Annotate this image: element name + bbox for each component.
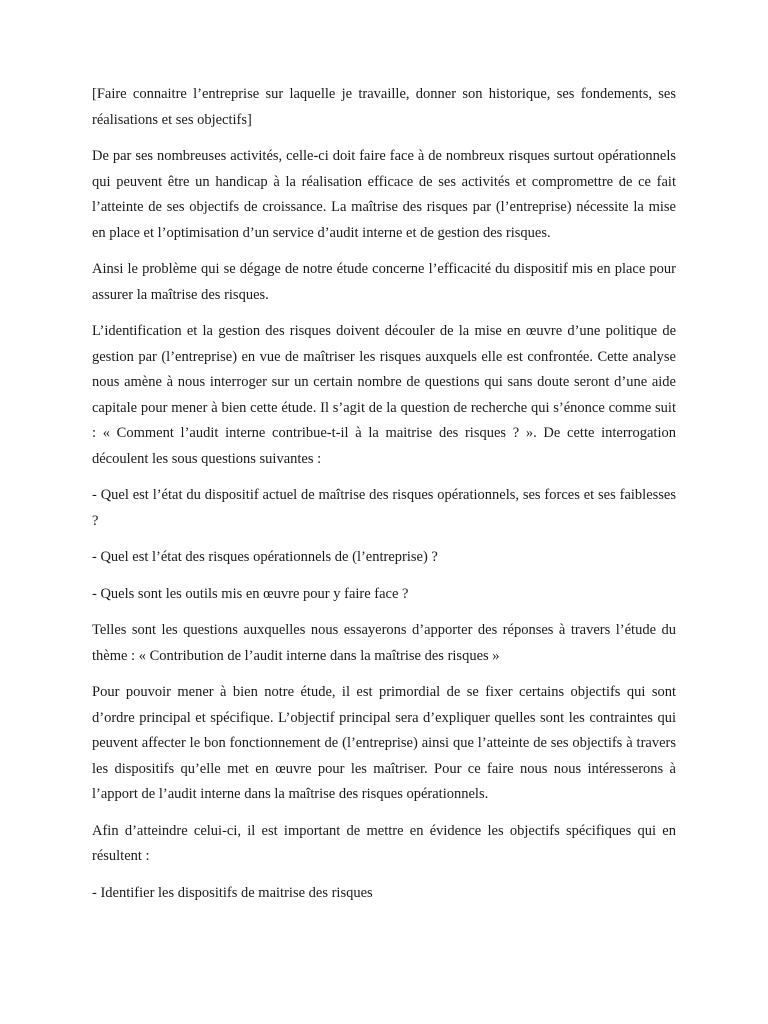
list-item-question-2: - Quel est l’état des risques opérationnels de (l’entreprise) ? [92, 549, 438, 565]
paragraph-specific-objectives: Afin d’atteindre celui-ci, il est important de mettre en évidence les objectifs spécifiques qui en résultent : [92, 822, 676, 864]
document-page [92, 82, 676, 906]
paragraph-activities-risks: De par ses nombreuses activités, celle-ci doit faire face à de nombreux risques surtout opérationnels qui peuvent être un handicap à la réalisation efficace de ses activités et compromettre de ce fait l’atteinte de ses objectifs de croissance. La maîtrise des risques par (l’entreprise) nécessite la mise en place et l’optimisation d’un service d’audit interne et de gestion des risques. [92, 148, 676, 241]
paragraph-objectives: Pour pouvoir mener à bien notre étude, il est primordial de se fixer certains objectifs qui sont d’ordre principal et spécifique. L’objectif principal sera d’expliquer quelles sont les contraintes qui peuvent affecter le bon fonctionnement de (l’entreprise) ainsi que l’atteinte de ses objectifs à travers les dispositifs qu’elle met en œuvre pour les maîtriser. Pour ce faire nous nous intéresserons à l’apport de l’audit interne dans la maîtrise des risques opérationnels. [92, 684, 676, 802]
list-item-objective-1: - Identifier les dispositifs de maitrise des risques [92, 884, 373, 901]
paragraph-problem-statement: Ainsi le problème qui se dégage de notre étude concerne l’efficacité du dispositif mis en place pour assurer la maîtrise des risques. [92, 261, 676, 303]
paragraph-theme: Telles sont les questions auxquelles nous essayerons d’apporter des réponses à travers l’étude du thème : « Contribution de l’audit interne dans la maîtrise des risques » [92, 622, 676, 664]
list-item-question-1: - Quel est l’état du dispositif actuel de maîtrise des risques opérationnels, ses forces et ses faiblesses ? [92, 487, 676, 529]
paragraph-company-placeholder: [Faire connaitre l’entreprise sur laquelle je travaille, donner son historique, ses fondements, ses réalisations et ses objectifs] [92, 86, 676, 128]
list-item-question-3: - Quels sont les outils mis en œuvre pour y faire face ? [92, 585, 409, 602]
paragraph-research-question: L’identification et la gestion des risques doivent découler de la mise en œuvre d’une politique de gestion par (l’entreprise) en vue de maîtriser les risques auxquels elle est confrontée. Cette analyse nous amène à nous interroger sur un certain nombre de questions qui sans doute seront d’une aide capitale pour mener à bien cette étude. Il s’agit de la question de recherche qui s’énonce comme suit : « Comment l’audit interne contribue-t-il à la maitrise des risques ? ». De cette interrogation découlent les sous questions suivantes : [92, 323, 676, 467]
